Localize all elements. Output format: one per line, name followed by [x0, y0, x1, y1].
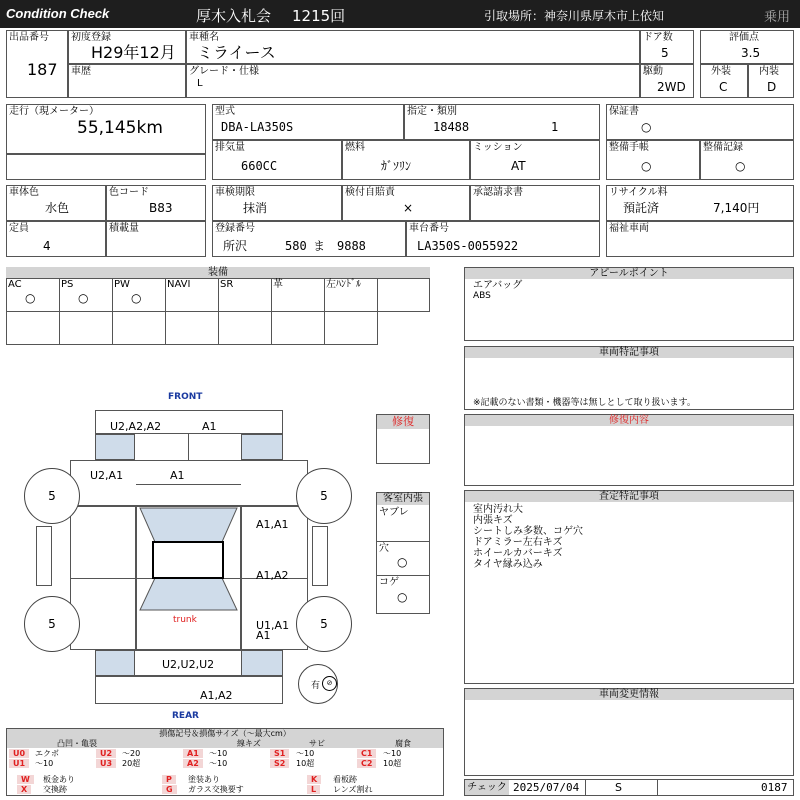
displacement-box: [212, 140, 342, 180]
equipment-label: PS: [61, 279, 74, 290]
mileage: 55,145km: [77, 118, 163, 138]
legend-code: G: [162, 785, 177, 794]
legend-code: X: [17, 785, 31, 794]
color-box: [6, 185, 106, 221]
drive-label: 駆動: [643, 66, 663, 77]
interior-label: 内装: [759, 66, 779, 77]
equipment-header: 装備: [6, 267, 430, 278]
interior-divider: [377, 541, 429, 542]
legend-code: U0: [9, 749, 29, 758]
displacement: 660CC: [241, 159, 278, 173]
front-left-wheel: 5: [24, 468, 80, 524]
first-registration-box: [68, 30, 186, 64]
rear-right-wheel: 5: [296, 596, 352, 652]
model-code: DBA-LA350S: [221, 120, 294, 134]
warranty-box: [606, 104, 794, 140]
equipment-item: [377, 278, 430, 312]
chassis-label: 車台番号: [409, 223, 449, 234]
left-mirror: [36, 526, 52, 586]
welfare-box: [606, 221, 794, 257]
pickup-location: 引取場所：神奈川県厚木市上依知: [484, 9, 665, 23]
legend-code: W: [17, 775, 34, 784]
check-code: 0187: [761, 781, 788, 794]
legend-desc: 〜10: [383, 749, 402, 758]
damage-mark: A1: [256, 629, 271, 642]
liability-label: 検付自賠責: [345, 187, 395, 198]
equipment-item: [324, 311, 378, 345]
legend-title: 損傷記号＆損傷サイズ（〜最大cm）: [7, 729, 443, 739]
equipment-mark: ○: [78, 291, 89, 305]
capacity-label: 定員: [9, 223, 29, 234]
plate-box: [212, 221, 406, 257]
assessment-line: シートしみ多数、コゲ穴: [473, 526, 583, 537]
check-label: チェック: [465, 780, 509, 795]
load-box: [106, 221, 206, 257]
legend-desc: 塗装あり: [188, 775, 220, 784]
front-label: FRONT: [168, 392, 203, 402]
chassis-number: LA350S-0055922: [417, 239, 519, 253]
legend-desc: 20超: [122, 759, 141, 768]
equipment-label: AC: [8, 279, 22, 290]
lot-number: 187: [27, 60, 58, 79]
exterior-box: [700, 64, 748, 98]
manual-box: [606, 140, 700, 180]
transmission: AT: [511, 159, 526, 173]
legend-header-row: [7, 739, 443, 748]
manual-label: 整備手帳: [609, 142, 649, 153]
legend-code: L: [307, 785, 320, 794]
score-box: [700, 30, 794, 64]
damage-legend: [6, 728, 444, 796]
interior-lining-box: [376, 492, 430, 614]
warranty-label: 保証書: [609, 106, 639, 117]
equipment-item: [324, 278, 378, 312]
interior-tear-label: ヤブレ: [379, 507, 409, 518]
equipment-mark: ○: [131, 291, 142, 305]
right-mirror: [312, 526, 328, 586]
transmission-box: [470, 140, 600, 180]
welfare-label: 福祉車両: [609, 223, 649, 234]
manual-mark: ○: [641, 159, 652, 173]
chassis-box: [406, 221, 600, 257]
interior-box: [748, 64, 794, 98]
interior-burn-mark: ○: [397, 590, 408, 604]
check-date: 2025/07/04: [513, 781, 580, 794]
capacity-box: [6, 221, 106, 257]
history-label: 車歴: [71, 66, 91, 77]
plate-area: 所沢: [223, 239, 248, 253]
vehicle-class: 乗用: [764, 10, 791, 25]
recycle-fee: 7,140円: [713, 201, 760, 215]
damage-mark: U2,A2,A2: [110, 420, 162, 433]
interior-hole-mark: ○: [397, 555, 408, 569]
appeal-line: エアバッグ: [473, 280, 523, 291]
model-name-label: 車種名: [189, 32, 219, 43]
no-smoking-icon: ⊘: [322, 676, 337, 691]
fuel-label: 燃料: [345, 142, 365, 153]
special-notes-panel: [464, 346, 794, 410]
front-left-fender-top: [95, 434, 135, 460]
legend-code: S2: [270, 759, 289, 768]
assessment-line: ホイールカバーキズ: [473, 548, 563, 559]
equipment-item: [165, 311, 219, 345]
change-info-panel: [464, 688, 794, 776]
mileage-label: 走行（現メーター）: [9, 106, 99, 117]
model-code-box: [212, 104, 404, 140]
repair-box: [376, 414, 430, 464]
legend-code: C1: [357, 749, 376, 758]
auction-session: 1215回: [292, 7, 346, 25]
assessment-line: タイヤ縁み込み: [473, 559, 543, 570]
designation-label: 指定・類別: [407, 106, 457, 117]
plate-class: 580: [285, 239, 307, 253]
assessment-line: 室内汚れ大: [473, 504, 523, 515]
legend-desc: 〜20: [122, 749, 141, 758]
appeal-line: ABS: [473, 291, 491, 301]
repair-detail-header: 修復内容: [465, 415, 793, 426]
history-box: [68, 64, 186, 98]
report-header: [0, 0, 800, 28]
rear-left-wheel: 5: [24, 596, 80, 652]
damage-mark: A1,A2: [256, 569, 289, 582]
front-right-wheel: 5: [296, 468, 352, 524]
glass-svg: [136, 506, 241, 650]
designation-box: [404, 104, 600, 140]
damage-mark: A1,A1: [256, 518, 289, 531]
assessment-header: 査定特記事項: [465, 491, 793, 502]
mileage-sub-box: [6, 154, 206, 180]
transmission-label: ミッション: [473, 142, 523, 153]
model-name: ミライース: [197, 43, 276, 62]
fuel: ｶﾞｿﾘﾝ: [381, 159, 412, 173]
damage-mark: A1,A2: [200, 689, 233, 702]
legend-code: K: [307, 775, 321, 784]
interior-lining-header: 客室内張: [377, 493, 429, 505]
legend-desc: 10超: [296, 759, 315, 768]
plate-kana: ま: [313, 239, 326, 253]
check-divider: [585, 780, 586, 795]
special-notes-header: 車両特記事項: [465, 347, 793, 358]
rear-bumper: [95, 676, 283, 704]
warranty-mark: ○: [641, 120, 652, 134]
lot-number-box: [6, 30, 68, 98]
damage-mark: U2,A1: [90, 469, 124, 482]
smoke-label: 有: [311, 681, 321, 691]
legend-header: 凸凹・亀裂: [57, 739, 97, 748]
legend-header: サビ: [309, 739, 325, 748]
legend-desc: 10超: [383, 759, 402, 768]
rear-window: [140, 578, 237, 610]
equipment-item: [112, 311, 166, 345]
equipment-mark: ○: [25, 291, 36, 305]
score: 3.5: [741, 46, 761, 60]
legend-desc: 〜10: [209, 749, 228, 758]
legend-desc: ガラス交換要す: [188, 785, 244, 794]
assessment-line: 内張キズ: [473, 515, 513, 526]
legend-code: P: [162, 775, 176, 784]
legend-code: S1: [270, 749, 289, 758]
inspection: 抹消: [243, 201, 268, 215]
equipment-item: [165, 278, 219, 312]
equipment-item: [59, 278, 113, 312]
plate-number: 9888: [337, 239, 366, 253]
approval-box: [470, 185, 600, 221]
service-record-label: 整備記録: [703, 142, 743, 153]
front-right-fender-top: [241, 434, 283, 460]
load-label: 積載量: [109, 223, 139, 234]
equipment-label: 左ﾊﾝﾄﾞﾙ: [326, 279, 361, 290]
equipment-label: NAVI: [167, 279, 191, 290]
equipment-item: [6, 278, 60, 312]
legend-desc: 〜10: [209, 759, 228, 768]
interior-burn-label: コゲ: [379, 577, 399, 588]
legend-desc: 板金あり: [43, 775, 75, 784]
fuel-box: [342, 140, 470, 180]
damage-mark: A1: [202, 420, 217, 433]
lot-number-label: 出品番号: [9, 32, 49, 43]
color-label: 車体色: [9, 187, 39, 198]
inspection-box: [212, 185, 342, 221]
report-title: Condition Check: [6, 6, 110, 21]
service-record-box: [700, 140, 794, 180]
change-info-header: 車両変更情報: [465, 689, 793, 700]
score-label: 評価点: [729, 32, 759, 43]
legend-header: 腐食: [395, 739, 411, 748]
roof: [153, 542, 223, 578]
displacement-label: 排気量: [215, 142, 245, 153]
legend-desc: 〜10: [35, 759, 54, 768]
color-code: B83: [149, 201, 173, 215]
interior-grade: D: [767, 80, 777, 94]
rear-label: REAR: [172, 711, 199, 721]
doors-box: [640, 30, 694, 64]
inspection-label: 車検期限: [215, 187, 255, 198]
drive-box: [640, 64, 694, 98]
doors: 5: [661, 46, 669, 60]
interior-divider: [377, 575, 429, 576]
equipment-item: [112, 278, 166, 312]
assessment-line: ドアミラー左右キズ: [473, 537, 563, 548]
equipment-label: 革: [273, 279, 283, 290]
repair-detail-panel: [464, 414, 794, 486]
legend-desc: 看板跡: [333, 775, 357, 784]
legend-code: U2: [96, 749, 116, 758]
model-code-label: 型式: [215, 106, 235, 117]
legend-desc: レンズ割れ: [333, 785, 373, 794]
check-inspector: S: [615, 781, 622, 794]
doors-label: ドア数: [643, 32, 673, 43]
first-registration-label: 初度登録: [71, 32, 111, 43]
recycle-label: リサイクル料: [609, 187, 668, 198]
service-record-mark: ○: [735, 159, 746, 173]
smoke-circle: [298, 664, 338, 704]
equipment-item: [271, 278, 325, 312]
check-row: [464, 779, 794, 796]
hood: [70, 460, 308, 506]
grade-box: [186, 64, 640, 98]
legend-code: C2: [357, 759, 376, 768]
legend-desc: エクボ: [35, 749, 59, 758]
hood-line: [136, 484, 241, 485]
damage-mark: U1,A1: [256, 619, 290, 632]
capacity: 4: [43, 239, 51, 253]
grade: L: [197, 78, 203, 89]
equipment-item: [218, 311, 272, 345]
auction-name: 厚木入札会: [196, 7, 272, 25]
equipment-item: [271, 311, 325, 345]
appeal-panel: [464, 267, 794, 341]
legend-desc: 交換跡: [43, 785, 67, 794]
liability-mark: ×: [403, 201, 414, 215]
check-divider: [657, 780, 658, 795]
drive: 2WD: [657, 80, 686, 94]
equipment-label: PW: [114, 279, 130, 290]
grade-label: グレード・仕様: [189, 66, 259, 77]
first-registration: H29年12月: [91, 43, 176, 62]
bumper-divider: [188, 434, 189, 460]
repair-header: 修復: [377, 415, 429, 429]
mileage-box: [6, 104, 206, 154]
legend-code: U3: [96, 759, 116, 768]
model-name-box: [186, 30, 640, 64]
interior-hole-label: 穴: [379, 543, 389, 554]
assessment-panel: [464, 490, 794, 684]
equipment-label: SR: [220, 279, 234, 290]
designation-number: 18488: [433, 120, 470, 134]
damage-mark: A1: [170, 469, 185, 482]
color-code-label: 色コード: [109, 187, 149, 198]
windshield: [140, 508, 237, 542]
body-color: 水色: [45, 201, 70, 215]
legend-code: A1: [183, 749, 203, 758]
equipment-item: [218, 278, 272, 312]
approval-label: 承認請求書: [473, 187, 523, 198]
classification-number: 1: [551, 120, 559, 134]
plate-label: 登録番号: [215, 223, 255, 234]
trunk-label: trunk: [173, 615, 197, 625]
exterior-label: 外装: [711, 66, 731, 77]
legend-code: U1: [9, 759, 29, 768]
recycle-status: 預託済: [623, 201, 660, 215]
color-code-box: [106, 185, 206, 221]
recycle-box: [606, 185, 794, 221]
legend-desc: 〜10: [296, 749, 315, 758]
liability-box: [342, 185, 470, 221]
special-notes-disclaimer: ※記載のない書類・機器等は無しとして取り扱います。: [473, 398, 696, 408]
legend-header: 線キズ: [237, 739, 261, 748]
exterior-grade: C: [719, 80, 728, 94]
legend-code: A2: [183, 759, 203, 768]
appeal-header: アピールポイント: [465, 268, 793, 279]
damage-mark: U2,U2,U2: [162, 658, 215, 671]
equipment-item: [6, 311, 60, 345]
equipment-item: [59, 311, 113, 345]
